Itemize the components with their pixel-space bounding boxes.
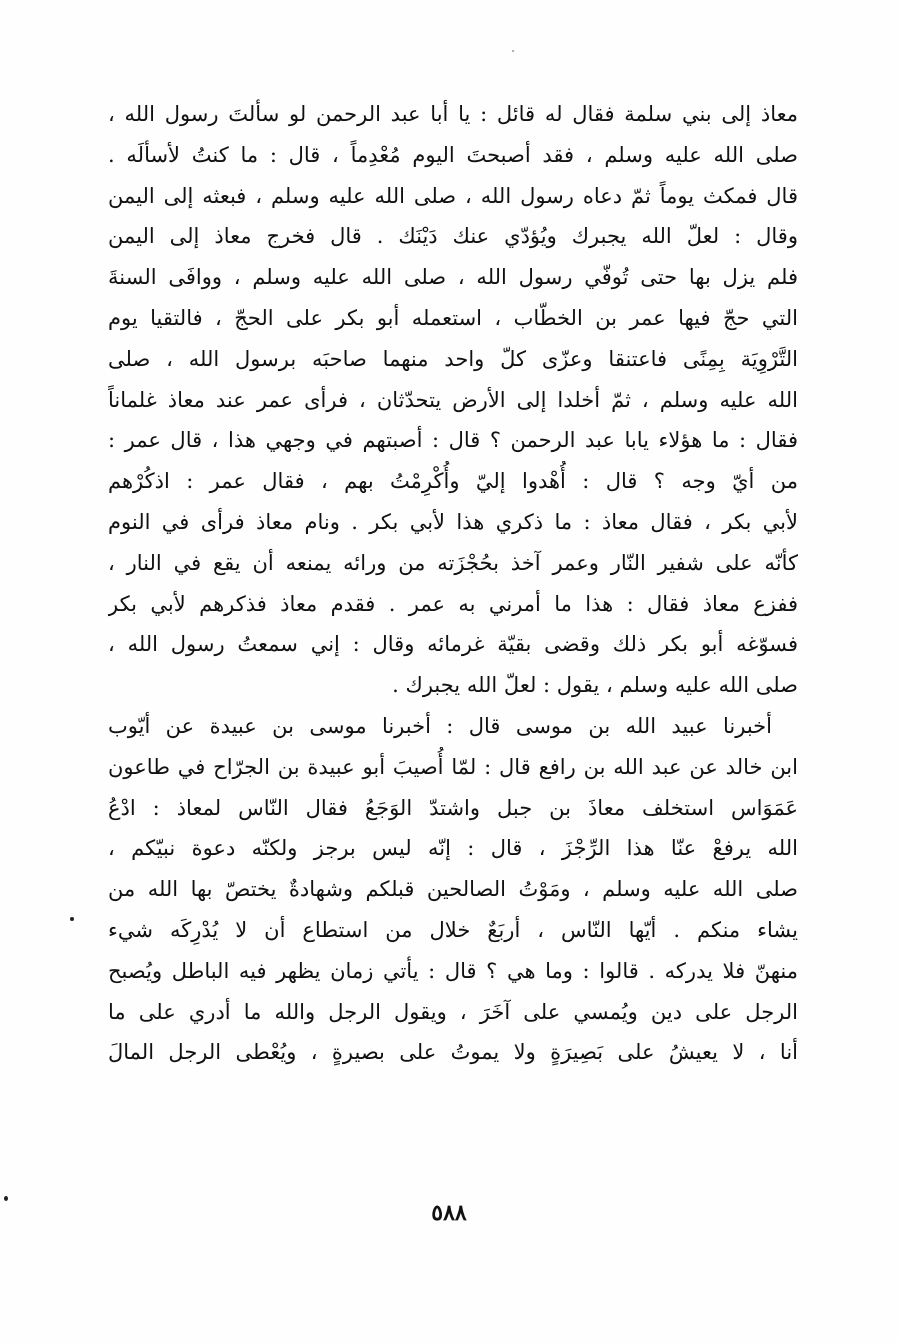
scan-speck xyxy=(4,1196,8,1201)
text-line: قال فمكث يوماً ثمّ دعاه رسول الله ، صلى الله عليه وسلم ، فبعثه إلى اليمن xyxy=(108,183,798,208)
text-line: أخبرنا عبيد الله بن موسى قال : أخبرنا موسى بن عبيدة عن أيّوب xyxy=(108,713,772,738)
text-line: ابن خالد عن عبد الله بن رافع قال : لمّا أُصيبَ أبو عبيدة بن الجرّاح في طاعون xyxy=(108,754,798,779)
text-line: ففزع معاذ فقال : هذا ما أمرني به عمر . فقدم معاذ فذكرهم لأبي بكر xyxy=(108,591,798,616)
scan-speck xyxy=(70,917,74,921)
page-body xyxy=(108,94,798,1073)
page-number: ٥٨٨ xyxy=(431,1200,467,1226)
text-line: فلم يزل بها حتى تُوفّي رسول الله ، صلى الله عليه وسلم ، ووافَى السنةَ xyxy=(108,265,798,290)
text-line: منهنّ فلا يدركه . قالوا : وما هي ؟ قال : يأتي زمان يظهر فيه الباطل ويُصبح xyxy=(108,958,798,983)
text-line: من أيّ وجه ؟ قال : أُهْدوا إليّ وأُكْرِمْتُ بهم ، فقال عمر : اذكُرْهم xyxy=(108,469,798,494)
text-line: كأنّه على شفير النّار وعمر آخذ بحُجْزَته من ورائه يمنعه أن يقع في النار ، xyxy=(108,550,798,575)
text-line: فقال : ما هؤلاء يابا عبد الرحمن ؟ قال : أصبتهم في وجهي هذا ، قال عمر : xyxy=(108,428,798,453)
paragraph-2 xyxy=(108,706,798,1073)
text-line: معاذ إلى بني سلمة فقال له قائل : يا أبا عبد الرحمن لو سألتَ رسول الله ، xyxy=(108,102,798,126)
scan-speck xyxy=(512,50,514,52)
text-line: عَمَوَاس استخلف معاذَ بن جبل واشتدّ الوَجَعُ فقال النّاس لمعاذ : ادْعُ xyxy=(108,795,798,820)
text-line: يشاء منكم . أيّها النّاس ، أربَعٌ خلال من استطاع أن لا يُدْرِكَه شيء xyxy=(108,917,798,942)
text-line: صلى الله عليه وسلم ، يقول : لعلّ الله يجبرك . xyxy=(392,673,798,698)
text-line: فسوّغه أبو بكر ذلك وقضى بقيّة غرمائه وقال : إني سمعتُ رسول الله ، xyxy=(108,632,798,657)
text-line: الرجل على دين ويُمسي على آخَرَ ، ويقول الرجل والله ما أدري على ما xyxy=(108,999,798,1024)
text-line: صلى الله عليه وسلم ، ومَوْتُ الصالحين قبلكم وشهادةٌ يختصّ بها الله من xyxy=(108,877,798,902)
paragraph-1 xyxy=(108,94,798,706)
text-line: أنا ، لا يعيشُ على بَصِيرَةٍ ولا يموتُ على بصيرةٍ ، ويُعْطى الرجل المالَ xyxy=(108,1040,798,1065)
text-line: الله يرفعْ عنّا هذا الرِّجْزَ ، قال : إنّه ليس برجز ولكنّه دعوة نبيّكم ، xyxy=(108,836,798,861)
text-line: التي حجّ فيها عمر بن الخطّاب ، استعمله أبو بكر على الحجّ ، فالتقيا يوم xyxy=(108,305,798,330)
text-line: التَّرْوِيَة بِمِنًى فاعتنقا وعزّى كلّ واحد منهما صاحبَه برسول الله ، صلى xyxy=(108,346,798,371)
text-line: لأبي بكر ، فقال معاذ : ما ذكري هذا لأبي بكر . ونام معاذ فرأى في النوم xyxy=(108,509,798,534)
text-line: وقال : لعلّ الله يجبرك ويُؤدّي عنك دَيْنَك . قال فخرج معاذ إلى اليمن xyxy=(108,224,798,249)
text-line: صلى الله عليه وسلم ، فقد أصبحتَ اليوم مُعْدِماً ، قال : ما كنتُ لأسألَه . xyxy=(108,142,798,167)
text-line: الله عليه وسلم ، ثمّ أخلدا إلى الأرض يتحدّثان ، فرأى عمر عند معاذ غلماناً xyxy=(108,387,798,412)
